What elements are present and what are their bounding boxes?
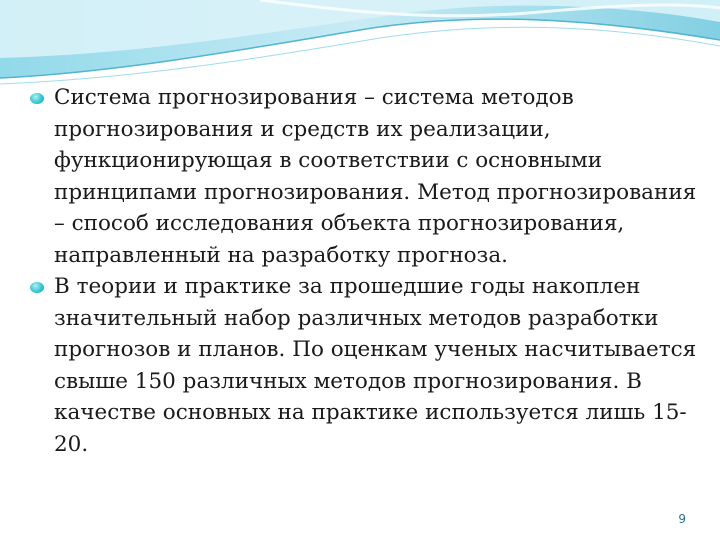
bullet-item [28, 271, 700, 460]
circle-bullet-icon [30, 282, 44, 293]
circle-bullet-icon [30, 93, 44, 104]
bullet-item [28, 82, 700, 271]
header-wave-decoration [0, 0, 720, 90]
bullet-text: Система прогнозирования – система методов прогнозирования и средств их реализации, функционирующая в соответствии с основными принципами прогнозирования. Метод прогнозирования – способ исследования объекта прогнозирования, направленный на разработку прогноза. [54, 85, 697, 268]
bullet-text: В теории и практике за прошедшие годы накоплен значительный набор различных методов разработки прогнозов и планов. По оценкам ученых насчитывается свыше 150 различных методов прогнозирования. В качестве основных на практике используется лишь 15-20. [54, 274, 697, 457]
page-number: 9 [678, 512, 686, 526]
bullet-list [28, 82, 700, 460]
